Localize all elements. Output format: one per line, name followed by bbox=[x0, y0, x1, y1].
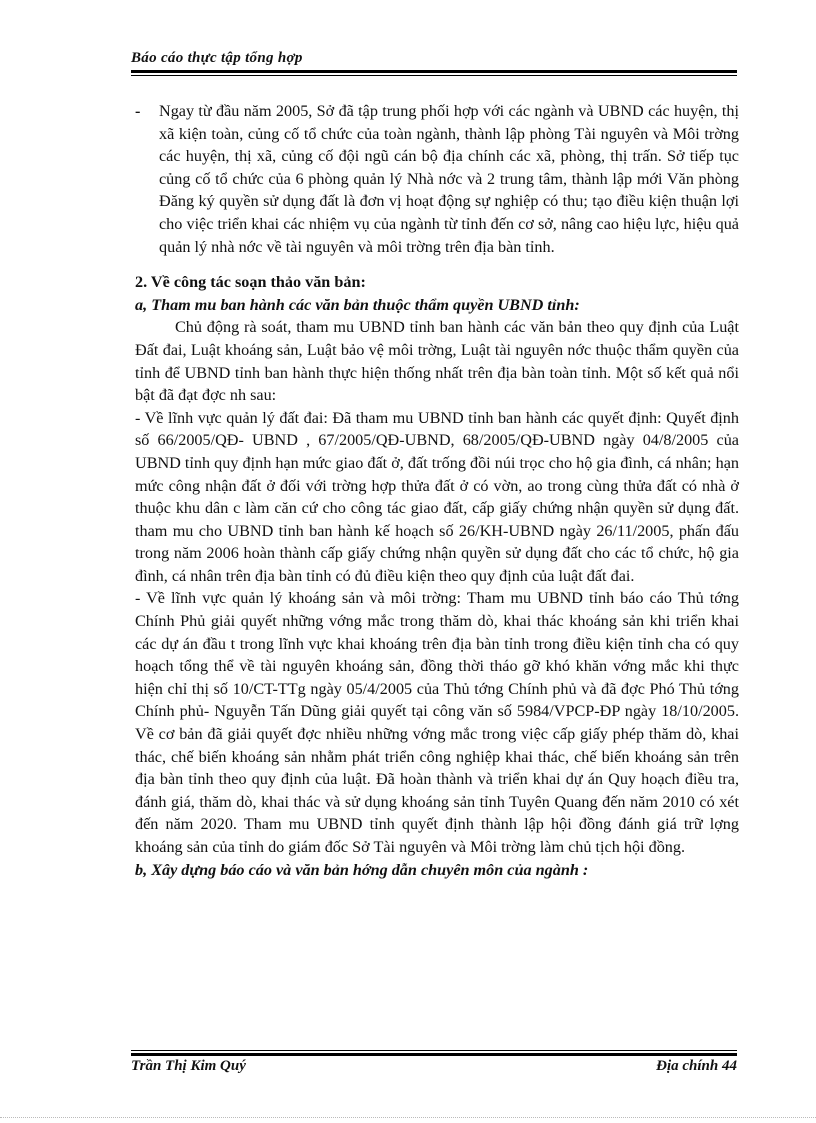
page-footer bbox=[131, 1050, 737, 1075]
header-rule-thin bbox=[131, 75, 737, 76]
footer-author: Trần Thị Kim Quý bbox=[131, 1058, 246, 1074]
bullet-text: Ngay từ đầu năm 2005, Sở đã tập trung phối hợp với các ngành và UBND các huyện, thị xã kiện toàn, củng cố tổ chức của toàn ngành, thành lập phòng Tài nguyên và Môi trờng các huyện, thị xã, củng cố đội ngũ cán bộ địa chính các xã, phòng, thị trấn. Sở tiếp tục củng cố tổ chức của 6 phòng quản lý Nhà nớc và 2 trung tâm, thành lập mới Văn phòng Đăng ký quyền sử dụng đất là đơn vị hoạt động sự nghiệp có thu; tạo điều kiện thuận lợi cho việc triển khai các nhiệm vụ của ngành từ tỉnh đến cơ sở, nâng cao hiệu lực, hiệu quả quản lý nhà nớc về tài nguyên và môi trờng trên địa bàn tỉnh. bbox=[159, 102, 739, 256]
bullet-mark: - bbox=[135, 102, 141, 120]
subheading-a: a, Tham mu ban hành các văn bản thuộc thẩm quyền UBND tỉnh: bbox=[135, 295, 580, 314]
section-heading: 2. Về công tác soạn thảo văn bản: bbox=[135, 273, 366, 292]
bullet-item bbox=[135, 100, 739, 258]
footer-rule-thin bbox=[131, 1050, 737, 1051]
document-body bbox=[135, 100, 739, 881]
paragraph-land: - Về lĩnh vực quản lý đất đai: Đã tham mu UBND tỉnh ban hành các quyết định: Quyết định số 66/2005/QĐ- UBND , 67/2005/QĐ-UBND, 68/2005/QĐ-UBND ngày 04/8/2005 của UBND tỉnh quy định hạn mức giao đất ở, đất trống đồi núi trọc cho hộ gia đình, cá nhân; hạn mức công nhận đất ở đối với trờng hợp thửa đất ở có vờn, ao trong cùng thửa đất có nhà ở thuộc khu dân c làm căn cứ cho công tác giao đất, cấp giấy chứng nhận quyền sử dụng đất. tham mu cho UBND tỉnh ban hành kế hoạch số 26/KH-UBND ngày 26/11/2005, phấn đấu trong năm 2006 hoàn thành cấp giấy chứng nhận quyền sử dụng đất cho các tổ chức, hộ gia đình, cá nhân trên địa bàn tỉnh có đủ điều kiện theo quy định của luật đất đai. bbox=[135, 408, 739, 585]
paragraph-intro: Chủ động rà soát, tham mu UBND tỉnh ban hành các văn bản theo quy định của Luật Đất đai, Luật khoáng sản, Luật bảo vệ môi trờng, Luật tài nguyên nớc thuộc thẩm quyền của tỉnh để UBND tỉnh ban hành thực hiện thống nhất trên địa bàn toàn tỉnh. Một số kết quả nổi bật đã đạt đợc nh sau: bbox=[135, 318, 739, 405]
footer-rule bbox=[131, 1053, 737, 1056]
paragraph-minerals: - Về lĩnh vực quản lý khoáng sản và môi trờng: Tham mu UBND tỉnh báo cáo Thủ tớng Chính Phủ giải quyết những vớng mắc trong thăm dò, khai thác khoáng sản khi triển khai các dự án đầu t trong lĩnh vực khai khoáng trên địa bàn tỉnh trong điều kiện tỉnh cha có quy hoạch tổng thể về tài nguyên khoáng sản, đồng thời tháo gỡ khó khăn vớng mắc khi thực hiện chỉ thị số 10/CT-TTg ngày 05/4/2005 của Thủ tớng Chính phủ và đã đợc Phó Thủ tớng Chính phủ- Nguyễn Tấn Dũng giải quyết tại công văn số 5984/VPCP-ĐP ngày 18/10/2005. Về cơ bản đã giải quyết đợc nhiều những vớng mắc trong việc cấp giấy phép thăm dò, khai thác, chế biến khoáng sản nhằm phát triển công nghiệp khai thác, chế biến khoáng sản trên địa bàn tỉnh theo quy định của luật. Đã hoàn thành và triển khai dự án Quy hoạch điều tra, đánh giá, thăm dò, khai thác và sử dụng khoáng sản tỉnh Tuyên Quang đến năm 2010 có xét đến năm 2020. Tham mu UBND tỉnh quyết định thành lập hội đồng đánh giá trữ lợng khoáng sản của tỉnh do giám đốc Sở Tài nguyên và Môi trờng làm chủ tịch hội đồng. bbox=[135, 589, 739, 856]
page-edge-divider bbox=[0, 1117, 816, 1118]
header-rule bbox=[131, 70, 737, 73]
subheading-b: b, Xây dựng báo cáo và văn bản hớng dẫn chuyên môn của ngành : bbox=[135, 860, 589, 879]
footer-row bbox=[131, 1058, 737, 1075]
footer-class: Địa chính 44 bbox=[656, 1058, 737, 1074]
header-title: Báo cáo thực tập tổng hợp bbox=[131, 50, 303, 66]
page-header bbox=[131, 50, 737, 76]
